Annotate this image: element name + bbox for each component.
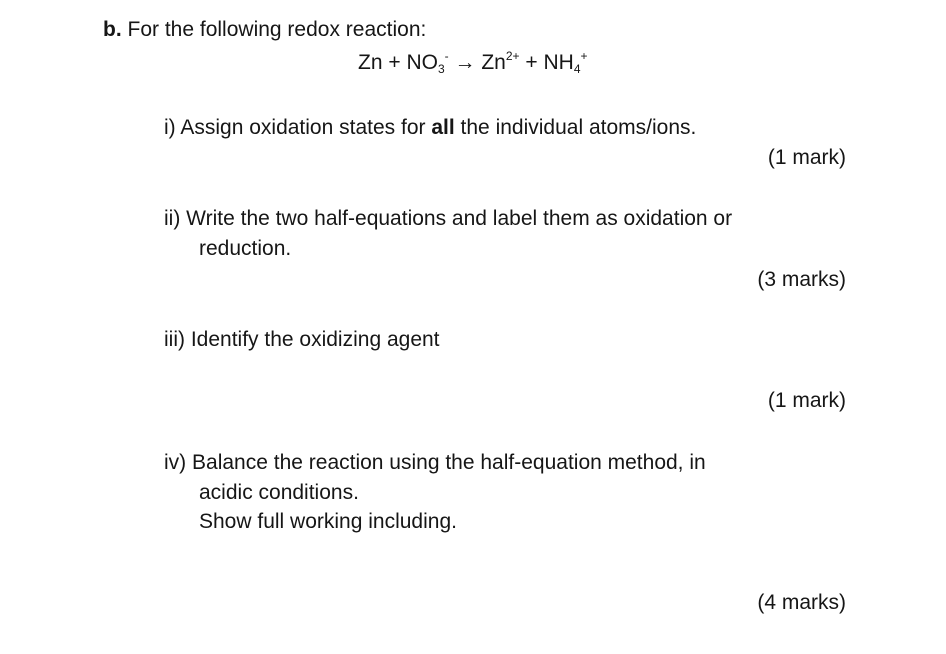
eq-zinc-ion	[481, 51, 519, 74]
eq-nitrate-base: NO	[406, 51, 438, 74]
question-label: b.	[103, 18, 122, 41]
eq-ammonium	[544, 51, 588, 74]
part-iv-number: iv)	[164, 451, 187, 474]
eq-nitrate-sup: -	[444, 49, 449, 63]
eq-ammonium-sup: +	[580, 49, 588, 63]
eq-ammonium-base: NH	[543, 51, 574, 74]
eq-zinc-ion-sup: 2+	[505, 49, 520, 63]
part-iv-line3: Show full working including.	[199, 510, 457, 533]
eq-zinc-ion-base: Zn	[481, 51, 506, 74]
eq-nitrate-sub: 3	[437, 62, 445, 76]
part-i-after: the individual atoms/ions.	[460, 116, 697, 139]
part-iii-question: Identify the oxidizing agent	[190, 328, 440, 351]
eq-arrow: →	[454, 51, 476, 74]
part-i-marks: (1 mark)	[767, 146, 846, 169]
redox-equation	[358, 50, 588, 75]
part-i-before: Assign oxidation states for	[180, 116, 426, 139]
part-ii-number: ii)	[164, 207, 181, 230]
part-iii-marks: (1 mark)	[767, 389, 846, 412]
part-iv-line1: Balance the reaction using the half-equation method, in	[192, 451, 706, 474]
eq-nitrate	[406, 51, 448, 74]
question-heading	[103, 17, 426, 42]
part-ii-line2: reduction.	[199, 237, 292, 260]
part-ii-marks: (3 marks)	[757, 268, 846, 291]
eq-ammonium-sub: 4	[573, 62, 581, 76]
eq-plus-1: +	[388, 51, 401, 74]
part-i-number: i)	[164, 116, 176, 139]
eq-plus-2: +	[525, 51, 538, 74]
part-ii-text	[164, 206, 732, 231]
question-prompt: For the following redox reaction:	[127, 18, 427, 41]
part-i-text	[164, 115, 696, 140]
part-iv-text	[164, 450, 706, 475]
part-iv-marks: (4 marks)	[757, 591, 846, 614]
part-iv-line2: acidic conditions.	[199, 481, 359, 504]
part-iii-text	[164, 327, 440, 352]
part-ii-line1: Write the two half-equations and label them as oxidation or	[186, 207, 733, 230]
part-iii-number: iii)	[164, 328, 185, 351]
eq-zn: Zn	[358, 51, 383, 74]
part-i-bold: all	[431, 116, 455, 139]
